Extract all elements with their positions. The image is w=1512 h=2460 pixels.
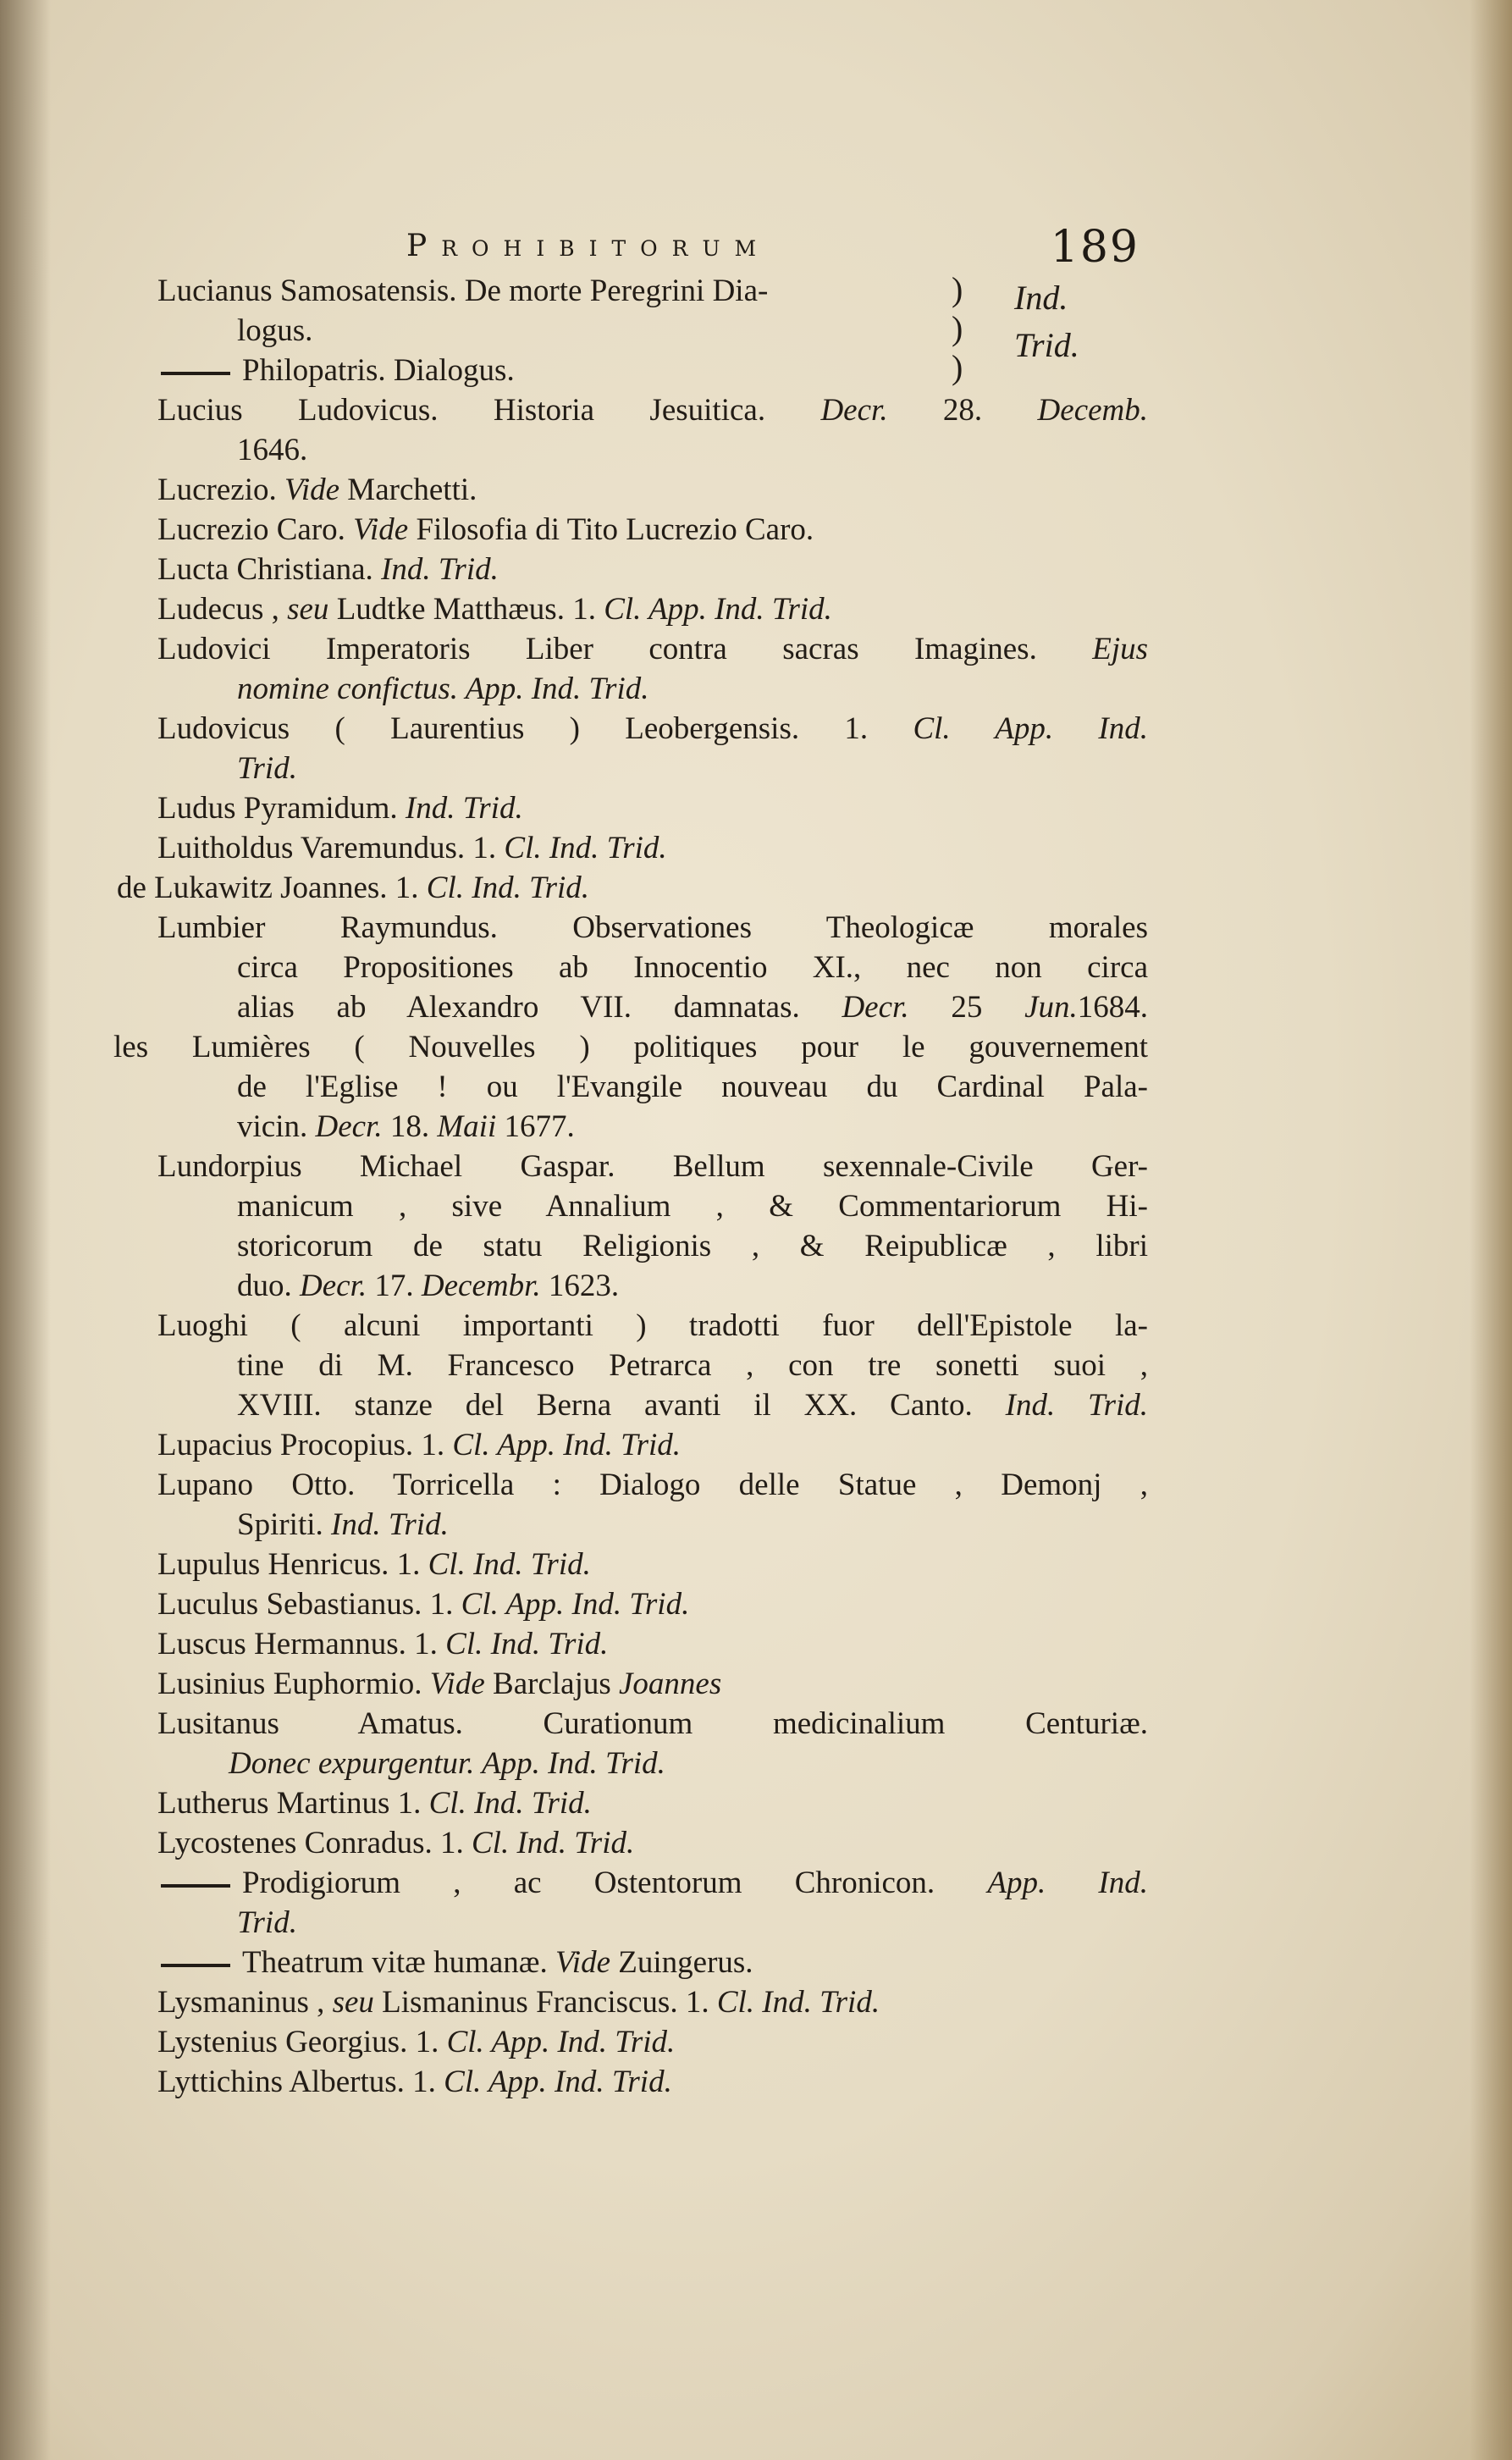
entry-line: Trid. (237, 751, 297, 786)
entry-line: Philopatris. Dialogus. (157, 351, 1148, 390)
entry-line: alias ab Alexandro VII. damnatas. Decr. 25 Jun.1684. (237, 990, 1148, 1025)
entry-line: Lutherus Martinus 1. Cl. Ind. Trid. (157, 1786, 592, 1821)
entry-line: Lumbier Raymundus. Observationes Theologicæ morales (157, 910, 1148, 945)
entry-line: Lucrezio Caro. Vide Filosofia di Tito Lucrezio Caro. (157, 512, 814, 547)
entry-line: Lucta Christiana. Ind. Trid. (157, 552, 499, 587)
entry-line: nomine confictus. App. Ind. Trid. (237, 672, 649, 706)
entry-line: Luscus Hermannus. 1. Cl. Ind. Trid. (157, 1627, 609, 1661)
repeat-dash (161, 372, 230, 375)
entry-line: storicorum de statu Religionis , & Reipublicæ , libri (237, 1229, 1148, 1263)
bracket-mark: ) (952, 348, 963, 386)
bracket-mark: ) (952, 270, 963, 308)
bracket-mark: ) (952, 309, 963, 347)
entry-line: Ludecus , seu Ludtke Matthæus. 1. Cl. App. Ind. Trid. (157, 592, 832, 627)
entry-line: Lusitanus Amatus. Curationum medicinalium Centuriæ. (157, 1706, 1148, 1741)
entry-line: tine di M. Francesco Petrarca , con tre sonetti suoi , (237, 1348, 1148, 1383)
entry-line: Prodigiorum , ac Ostentorum Chronicon. App. Ind. (157, 1863, 1148, 1903)
entry-line: circa Propositiones ab Innocentio XI., nec non circa (237, 950, 1148, 985)
entry-line: Trid. (237, 1905, 297, 1940)
entry-line: vicin. Decr. 18. Maii 1677. (237, 1109, 575, 1144)
entry-line: Lundorpius Michael Gaspar. Bellum sexennale-Civile Ger- (157, 1149, 1148, 1184)
entry-line: Lucianus Samosatensis. De morte Peregrini Dia- (157, 274, 769, 308)
entry-line: Lyttichins Albertus. 1. Cl. App. Ind. Trid. (157, 2065, 672, 2099)
repeat-dash (161, 1964, 230, 1967)
entry-line: de l'Eglise ! ou l'Evangile nouveau du Cardinal Pala- (237, 1070, 1148, 1104)
page-edge-shadow (1470, 0, 1512, 2460)
entry-line: Ludovicus ( Laurentius ) Leobergensis. 1. Cl. App. Ind. (157, 711, 1148, 746)
entry-line: Lupacius Procopius. 1. Cl. App. Ind. Trid. (157, 1428, 682, 1462)
entry-line: Theatrum vitæ humanæ. Vide Zuingerus. (157, 1943, 1148, 1982)
entry-line: logus. (237, 313, 313, 348)
entry-line: Luitholdus Varemundus. 1. Cl. Ind. Trid. (157, 831, 667, 865)
entry-line: manicum , sive Annalium , & Commentariorum Hi- (237, 1189, 1148, 1224)
entry-line: Ludus Pyramidum. Ind. Trid. (157, 791, 523, 826)
entry-line: Donec expurgentur. App. Ind. Trid. (229, 1746, 665, 1781)
entry-line: Lystenius Georgius. 1. Cl. App. Ind. Trid. (157, 2025, 676, 2059)
repeat-dash (161, 1884, 230, 1888)
bracket-label-ind: Ind. (1014, 279, 1068, 317)
entry-line: Lucius Ludovicus. Historia Jesuitica. Decr. 28. Decemb. (157, 393, 1148, 428)
running-head: Prohibitorum (406, 229, 771, 263)
entry-line: duo. Decr. 17. Decembr. 1623. (237, 1269, 620, 1303)
entry-line: Luoghi ( alcuni importanti ) tradotti fuor dell'Epistole la- (157, 1308, 1148, 1343)
entry-line: Lusinius Euphormio. Vide Barclajus Joannes (157, 1667, 722, 1701)
entry-line: Lupulus Henricus. 1. Cl. Ind. Trid. (157, 1547, 591, 1582)
entry-line: Lupano Otto. Torricella : Dialogo delle Statue , Demonj , (157, 1468, 1148, 1502)
entry-line: 1646. (237, 433, 308, 467)
page-number: 189 (1050, 222, 1140, 273)
entry-line: les Lumières ( Nouvelles ) politiques pour le gouvernement (113, 1030, 1148, 1064)
page-gutter-shadow (0, 0, 51, 2460)
page-header (406, 222, 1151, 278)
entry-line: XVIII. stanze del Berna avanti il XX. Canto. Ind. Trid. (237, 1388, 1148, 1423)
entry-line: Luculus Sebastianus. 1. Cl. App. Ind. Trid. (157, 1587, 690, 1622)
entry-line: de Lukawitz Joannes. 1. Cl. Ind. Trid. (117, 871, 590, 905)
entry-line: Lucrezio. Vide Marchetti. (157, 473, 477, 507)
bracket-label-trid: Trid. (1014, 326, 1079, 364)
entry-line: Lycostenes Conradus. 1. Cl. Ind. Trid. (157, 1826, 635, 1860)
entry-line: Ludovici Imperatoris Liber contra sacras Imagines. Ejus (157, 632, 1148, 666)
entry-line: Lysmaninus , seu Lismaninus Franciscus. 1. Cl. Ind. Trid. (157, 1985, 880, 2020)
index-entries (113, 271, 1148, 2102)
entry-line: Spiriti. Ind. Trid. (237, 1507, 449, 1542)
